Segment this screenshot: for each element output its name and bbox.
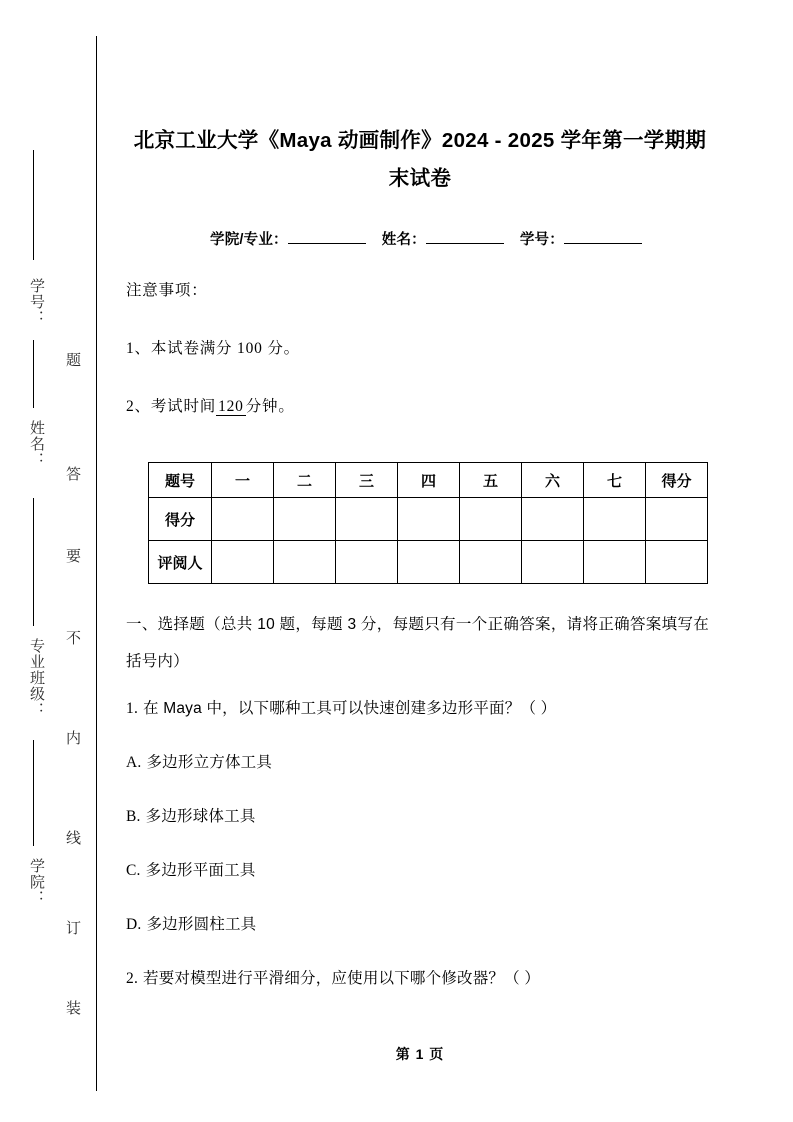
notes-item-2 bbox=[126, 397, 716, 417]
notes-item-1: 1、本试卷满分 100 分。 bbox=[126, 340, 300, 357]
binding-char-zhuang: 装 bbox=[64, 1000, 80, 1016]
option-key: D. bbox=[126, 916, 142, 933]
option-text: 多边形平面工具 bbox=[145, 862, 256, 879]
binding-char-da: 答 bbox=[64, 466, 80, 482]
binding-label-class: 专业班级： bbox=[28, 638, 44, 718]
question-1-option-d[interactable] bbox=[126, 914, 716, 935]
question-2-text: 若要对模型进行平滑细分，应使用以下哪个修改器？（ ） bbox=[143, 970, 541, 987]
score-cell[interactable] bbox=[398, 498, 460, 541]
score-table-header-row bbox=[149, 463, 708, 498]
reviewer-cell[interactable] bbox=[336, 541, 398, 584]
question-1-option-b[interactable] bbox=[126, 806, 716, 827]
binding-label-name: 姓名： bbox=[28, 420, 44, 468]
score-cell[interactable] bbox=[584, 498, 646, 541]
reviewer-cell[interactable] bbox=[398, 541, 460, 584]
reviewer-cell[interactable] bbox=[584, 541, 646, 584]
binding-char-bu: 不 bbox=[64, 630, 80, 646]
college-major-blank[interactable] bbox=[288, 243, 366, 244]
binding-char-xian: 线 bbox=[64, 830, 80, 846]
score-cell[interactable] bbox=[212, 498, 274, 541]
student-id-blank[interactable] bbox=[564, 243, 642, 244]
binding-char-yao: 要 bbox=[64, 548, 80, 564]
score-table-header-cell: 六 bbox=[522, 463, 584, 498]
reviewer-cell[interactable] bbox=[522, 541, 584, 584]
page-footer: 第 1 页 bbox=[395, 1046, 445, 1062]
binding-label-student-id: 学号： bbox=[28, 278, 44, 326]
content-column bbox=[126, 0, 726, 1122]
exam-duration-value: 120 bbox=[218, 398, 244, 415]
notes-block bbox=[126, 281, 716, 417]
question-list bbox=[126, 698, 716, 1022]
binding-divider-1 bbox=[33, 150, 34, 260]
option-key: A. bbox=[126, 754, 142, 771]
score-cell[interactable] bbox=[274, 498, 336, 541]
score-table-header-cell: 得分 bbox=[646, 463, 708, 498]
question-1-number: 1. bbox=[126, 700, 139, 717]
section-1-heading: 一、选择题（总共 10 题，每题 3 分，每题只有一个正确答案，请将正确答案填写在括号内） bbox=[126, 616, 709, 670]
reviewer-cell[interactable] bbox=[646, 541, 708, 584]
score-table-header-cell: 七 bbox=[584, 463, 646, 498]
binding-divider-4 bbox=[33, 740, 34, 846]
college-major-label: 学院/专业： bbox=[210, 232, 288, 248]
binding-char-ding: 订 bbox=[64, 920, 80, 936]
notes-heading: 注意事项： bbox=[126, 282, 208, 299]
binding-divider-2 bbox=[33, 340, 34, 408]
reviewer-cell[interactable] bbox=[460, 541, 522, 584]
score-table-header-cell: 三 bbox=[336, 463, 398, 498]
student-info-line bbox=[136, 228, 716, 249]
reviewer-cell[interactable] bbox=[212, 541, 274, 584]
question-2-number: 2. bbox=[126, 970, 139, 987]
score-table-header-cell: 四 bbox=[398, 463, 460, 498]
binding-label-college: 学院： bbox=[28, 858, 44, 906]
question-1-text: 在 Maya 中，以下哪种工具可以快速创建多边形平面？（ ） bbox=[143, 700, 557, 717]
name-label: 姓名： bbox=[381, 232, 426, 248]
option-text: 多边形圆柱工具 bbox=[146, 916, 257, 933]
score-table-reviewer-row bbox=[149, 541, 708, 584]
name-blank[interactable] bbox=[426, 243, 504, 244]
score-cell[interactable] bbox=[522, 498, 584, 541]
binding-margin bbox=[0, 0, 110, 1122]
score-table-header-cell: 一 bbox=[212, 463, 274, 498]
question-2-stem bbox=[126, 968, 716, 989]
notes-item-2-post: 分钟。 bbox=[245, 398, 295, 415]
option-key: B. bbox=[126, 808, 141, 825]
score-table-score-row bbox=[149, 498, 708, 541]
option-text: 多边形立方体工具 bbox=[146, 754, 273, 771]
reviewer-row-label: 评阅人 bbox=[149, 541, 212, 584]
notes-item-2-pre: 2、考试时间 bbox=[126, 398, 217, 415]
binding-vertical-rule bbox=[96, 36, 97, 1091]
score-table-header-cell: 题号 bbox=[149, 463, 212, 498]
score-cell[interactable] bbox=[460, 498, 522, 541]
score-table-header-cell: 二 bbox=[274, 463, 336, 498]
binding-divider-3 bbox=[33, 498, 34, 626]
score-row-label: 得分 bbox=[149, 498, 212, 541]
binding-char-nei: 内 bbox=[64, 730, 80, 746]
score-table bbox=[148, 462, 708, 584]
question-1-option-a[interactable] bbox=[126, 752, 716, 773]
score-cell[interactable] bbox=[646, 498, 708, 541]
student-id-label: 学号： bbox=[519, 232, 564, 248]
reviewer-cell[interactable] bbox=[274, 541, 336, 584]
page-title: 北京工业大学《Maya 动画制作》2024 - 2025 学年第一学期期末试卷 bbox=[133, 129, 707, 190]
question-1-option-c[interactable] bbox=[126, 860, 716, 881]
question-1-stem bbox=[126, 698, 716, 719]
score-cell[interactable] bbox=[336, 498, 398, 541]
binding-char-ti: 题 bbox=[64, 352, 80, 368]
option-key: C. bbox=[126, 862, 141, 879]
option-text: 多边形球体工具 bbox=[145, 808, 256, 825]
score-table-header-cell: 五 bbox=[460, 463, 522, 498]
